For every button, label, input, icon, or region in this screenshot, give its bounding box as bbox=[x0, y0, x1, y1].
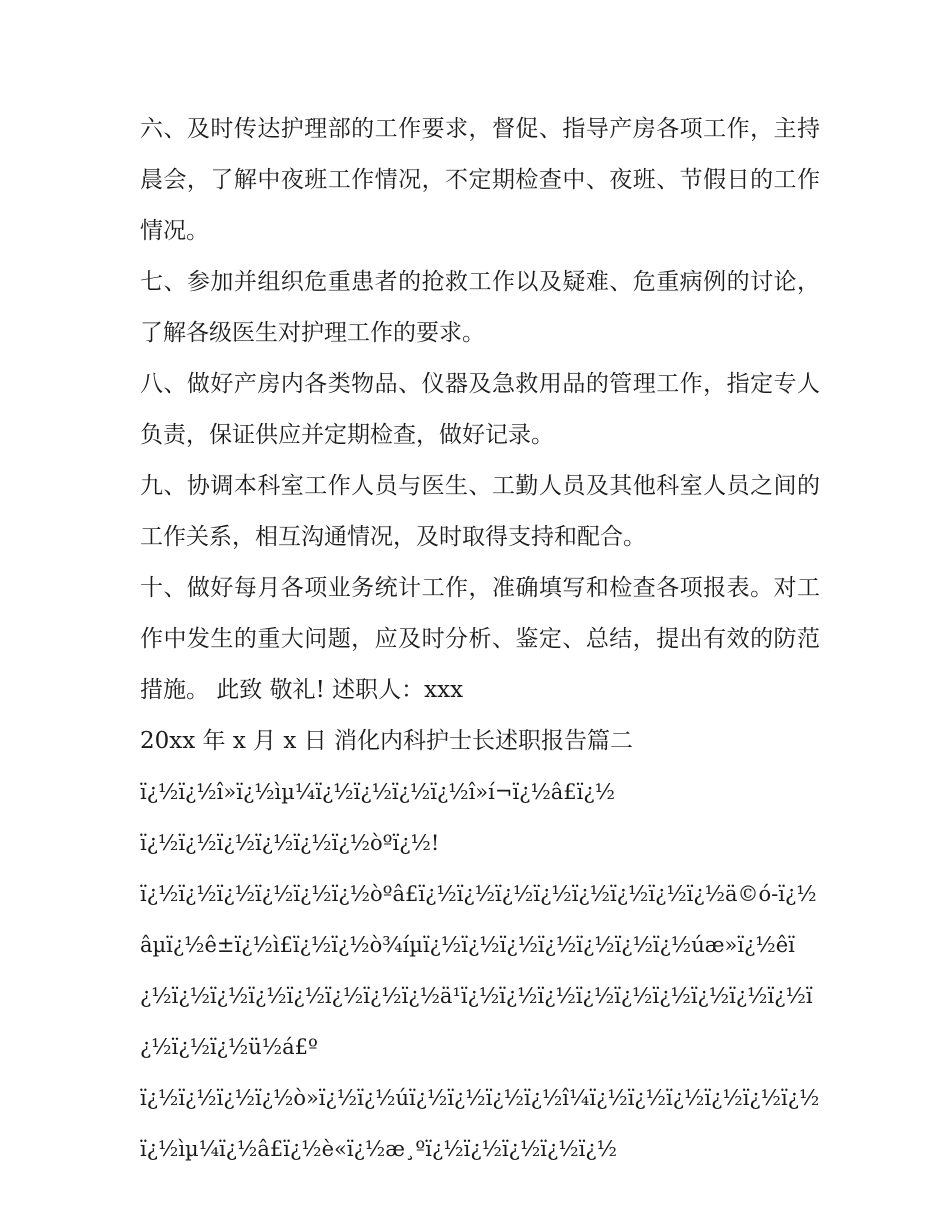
paragraph-6: 六、及时传达护理部的工作要求，督促、指导产房各项工作，主持晨会，了解中夜班工作情况，不定期检查中、夜班、节假日的工作情况。 bbox=[140, 116, 820, 244]
paragraph-9: 九、协调本科室工作人员与医生、工勤人员及其他科室人员之间的工作关系，相互沟通情况，及时取得支持和配合。 bbox=[140, 473, 820, 550]
paragraph-10: 十、做好每月各项业务统计工作，准确填写和检查各项报表。对工作中发生的重大问题，应及时分析、鉴定、总结，提出有效的防范措施。 此致 敬礼! 述职人：xxx bbox=[140, 575, 820, 703]
garbled-text-3: ï¿½ï¿½ï¿½ï¿½ï¿½ï¿½òºâ£ï¿½ï¿½ï¿½ï¿½ï¿½ï¿½ï¿½ï¿½ä©ó-ï¿½âµï¿½ê±ï¿½ì£ï¿½ï¿½ò¾íµï¿½ï¿½ï¿½ï¿½ï¿½ï¿½ï¿½úæ»ï¿½êï¿½ï¿½ï¿½ï¿½ï¿½ï¿½ï¿½ï¿½ä¹ï¿½ï¿½ï¿½ï¿½ï¿½ï¿½ï¿½ï¿½ï¿½ï¿½ï¿½ï¿½ü½á£º bbox=[140, 882, 817, 1059]
document-body bbox=[140, 104, 820, 1175]
garbled-text-1: ï¿½ï¿½î»ï¿½ìµ¼ï¿½ï¿½ï¿½ï¿½î»í¬ï¿½â£ï¿½ bbox=[140, 780, 616, 804]
paragraph-8: 八、做好产房内各类物品、仪器及急救用品的管理工作，指定专人负责，保证供应并定期检查，做好记录。 bbox=[140, 371, 820, 448]
garbled-text-2: ï¿½ï¿½ï¿½ï¿½ï¿½ï¿½òºï¿½! bbox=[140, 831, 440, 855]
paragraph-7: 七、参加并组织危重患者的抢救工作以及疑难、危重病例的讨论，了解各级医生对护理工作的要求。 bbox=[140, 269, 820, 346]
section-heading: 20xx 年 x 月 x 日 消化内科护士长述职报告篇二 bbox=[140, 728, 634, 754]
garbled-text-4: ï¿½ï¿½ï¿½ï¿½ò»ï¿½ï¿½úï¿½ï¿½ï¿½ï¿½î¼ï¿½ï¿½ï¿½ï¿½ï¿½ï¿½ï¿½ìµ¼ï¿½â£ï¿½è«ï¿½æ¸ºï¿½ï¿½ï¿½ï¿½ï¿½ bbox=[140, 1086, 820, 1161]
